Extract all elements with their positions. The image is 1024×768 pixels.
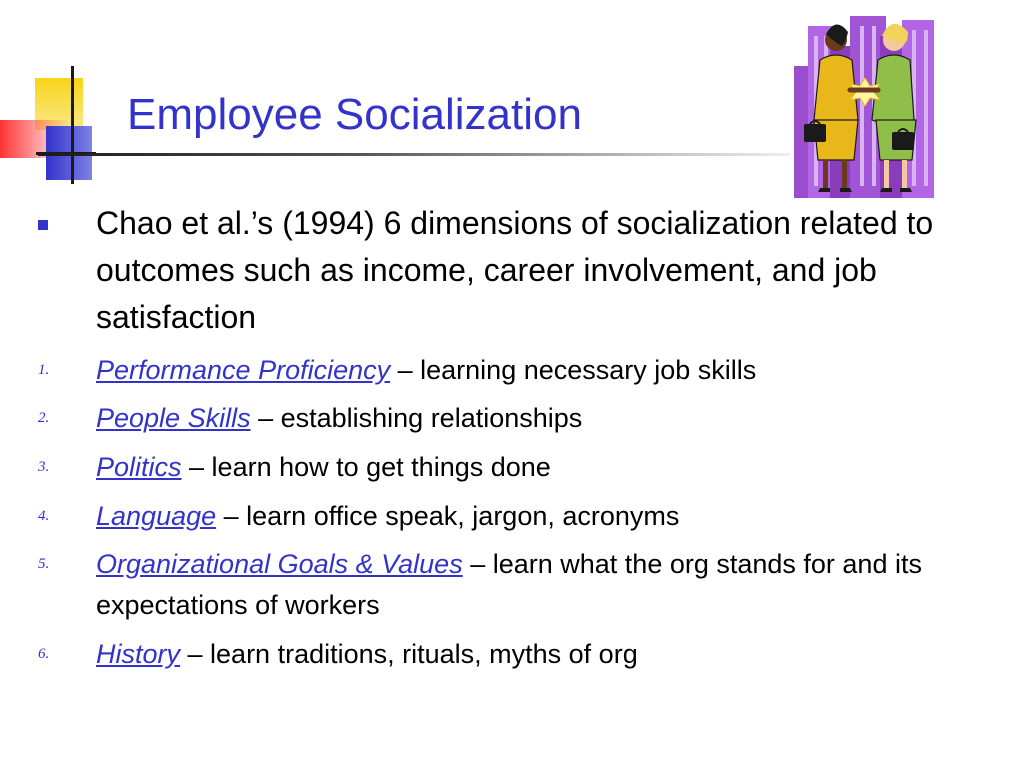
slide-title: Employee Socialization	[127, 90, 582, 139]
item-description: – learn how to get things done	[181, 452, 551, 482]
item-description: – learning necessary job skills	[390, 355, 757, 385]
item-description: – learn what the org stands for and its expectations of workers	[96, 549, 922, 620]
item-text	[96, 447, 986, 488]
item-number: 3.	[38, 459, 50, 475]
item-text	[96, 350, 986, 391]
item-term-link[interactable]: Organizational Goals & Values	[96, 549, 463, 579]
item-text	[96, 544, 986, 626]
item-number: 1.	[38, 362, 50, 378]
main-bullet-text: Chao et al.’s (1994) 6 dimensions of socialization related to outcomes such as income, career involvement, and job satisfaction	[96, 205, 934, 335]
item-term-link[interactable]: Language	[96, 501, 217, 531]
item-description: – establishing relationships	[250, 403, 583, 433]
item-description: – learn traditions, rituals, myths of org	[180, 639, 638, 669]
item-term-link[interactable]: People Skills	[96, 403, 251, 433]
item-number: 5.	[38, 556, 50, 572]
item-text	[96, 398, 986, 439]
item-term-link[interactable]: Performance Proficiency	[96, 355, 391, 385]
item-number: 6.	[38, 646, 50, 662]
item-text	[96, 496, 986, 537]
square-bullet-icon	[38, 220, 48, 230]
item-number: 4.	[38, 508, 50, 524]
corner-logo-icon	[0, 60, 130, 190]
item-text	[96, 634, 986, 675]
item-number: 2.	[38, 410, 50, 426]
item-term-link[interactable]: Politics	[96, 452, 182, 482]
title-divider	[38, 153, 838, 156]
item-term-link[interactable]: History	[96, 639, 181, 669]
item-description: – learn office speak, jargon, acronyms	[216, 501, 680, 531]
business-handshake-clipart	[790, 6, 940, 198]
